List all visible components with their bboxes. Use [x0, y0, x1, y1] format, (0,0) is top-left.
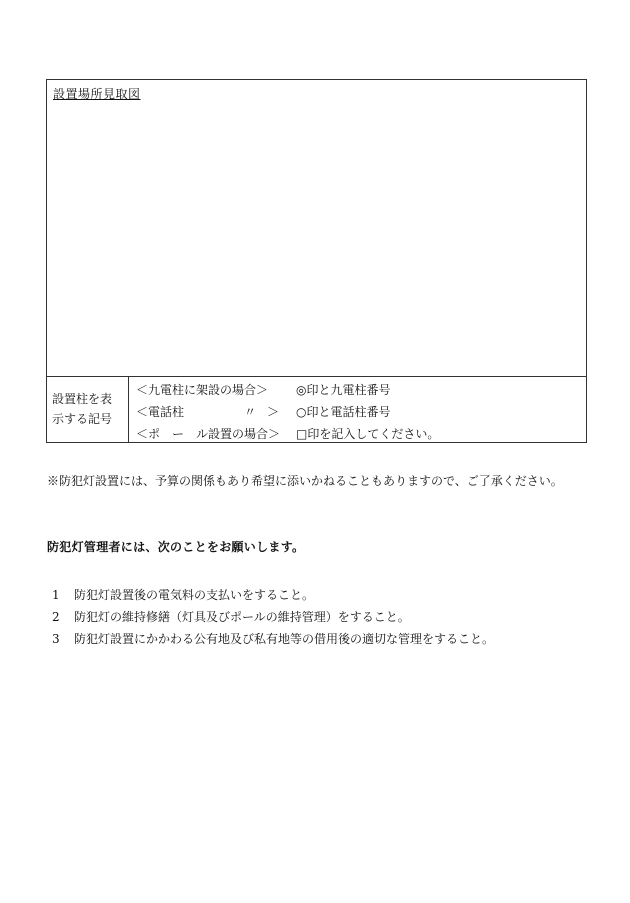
legend-label-line-1: 設置柱を表 — [52, 392, 113, 406]
ditto-mark: 〃 — [244, 405, 257, 419]
list-item — [47, 628, 494, 650]
site-map-title: 設置場所見取図 — [53, 87, 141, 101]
legend-mark: ○印と電話柱番号 — [296, 405, 391, 419]
site-map-area[interactable] — [47, 80, 586, 377]
pole-symbol-legend — [47, 376, 586, 442]
item-number: 1 — [52, 588, 60, 602]
list-item — [47, 584, 494, 606]
legend-case-close: ＞ — [267, 405, 280, 419]
list-item — [47, 606, 494, 628]
item-text: 防犯灯設置後の電気料の支払いをすること。 — [74, 588, 315, 602]
legend-case: ＜電話柱 — [136, 405, 185, 419]
item-number: 2 — [52, 610, 60, 624]
budget-note: ※防犯灯設置には、予算の関係もあり希望に添いかねることもありますので、ご了承ください。 — [47, 474, 563, 488]
installation-form-box — [46, 79, 587, 443]
item-text: 防犯灯設置にかかわる公有地及び私有地等の借用後の適切な管理をすること。 — [74, 632, 495, 646]
item-number: 3 — [52, 632, 60, 646]
manager-heading: 防犯灯管理者には、次のことをお願いします。 — [47, 540, 305, 554]
legend-label-cell — [47, 376, 129, 442]
item-text: 防犯灯の維持修繕（灯具及びポールの維持管理）をすること。 — [74, 610, 410, 624]
legend-label-line-2: 示する記号 — [52, 412, 113, 426]
legend-case: ＜九電柱に架設の場合＞ — [136, 383, 269, 397]
legend-case: ＜ポ ー ル設置の場合＞ — [136, 427, 281, 441]
legend-mark: ◎印と九電柱番号 — [296, 383, 391, 397]
manager-duties-list — [47, 584, 494, 650]
legend-mark: □印を記入してください。 — [296, 427, 440, 441]
